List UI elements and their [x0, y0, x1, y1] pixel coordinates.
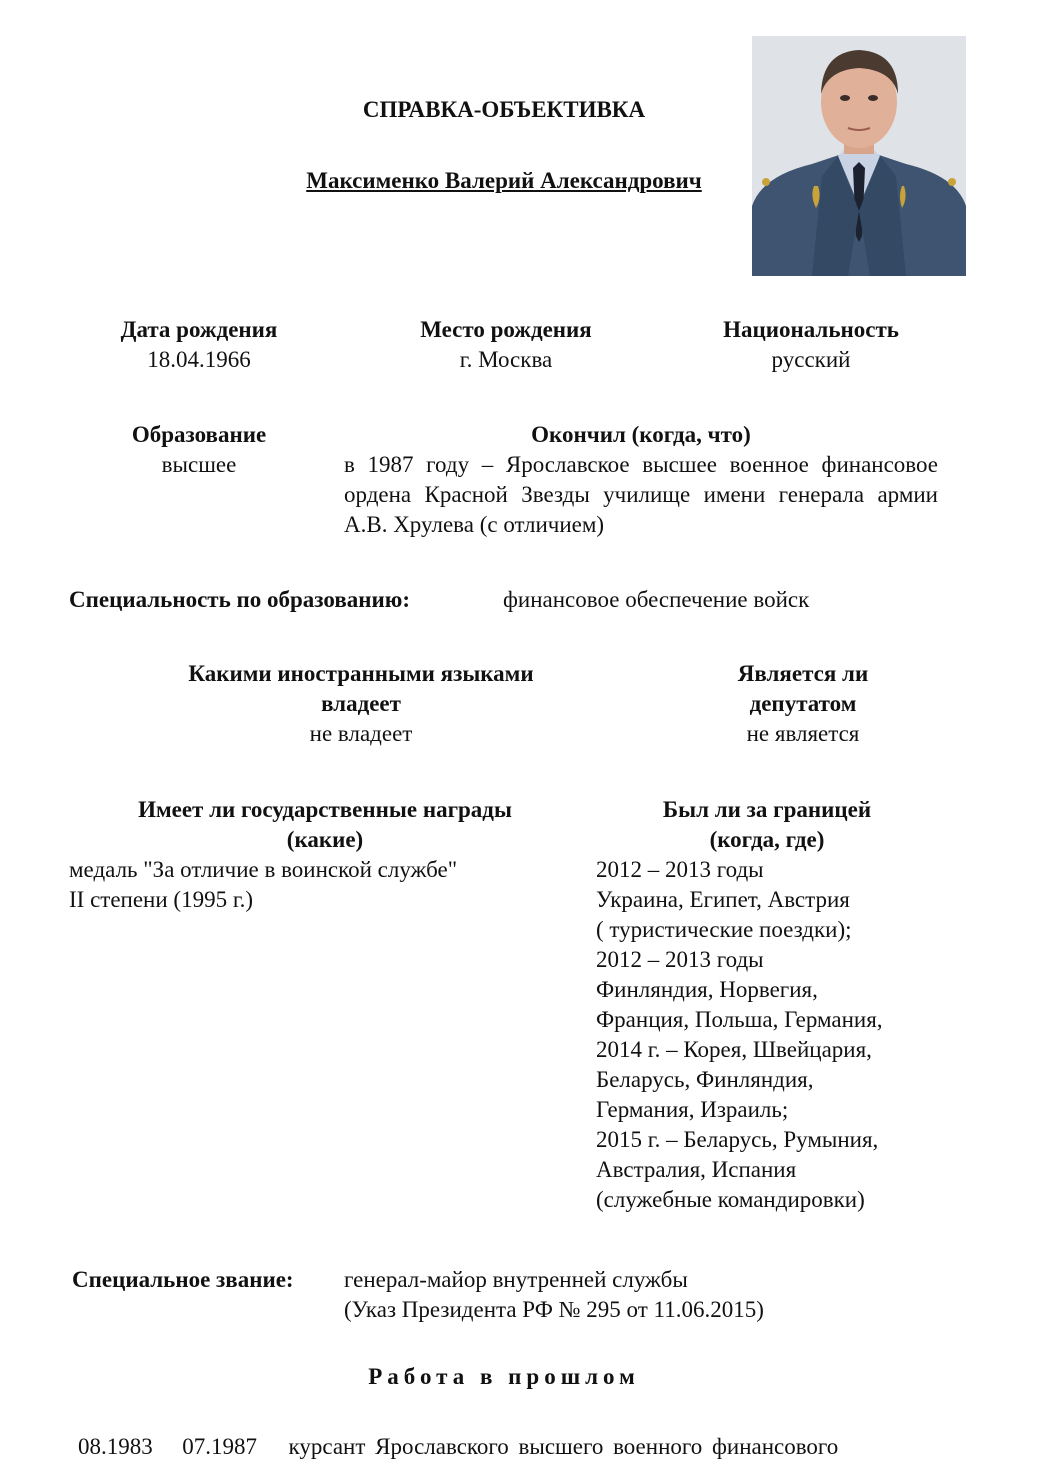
abroad-line: 2012 – 2013 годы — [596, 947, 764, 972]
abroad-line: Финляндия, Норвегия, — [596, 977, 818, 1002]
rank-value-line-2: (Указ Президента РФ № 295 от 11.06.2015) — [344, 1297, 764, 1322]
deputy-value: не является — [746, 721, 860, 746]
awards-label-line-2: (какие) — [286, 827, 364, 852]
education-label: Образование — [131, 422, 267, 447]
languages-label — [111, 659, 611, 719]
abroad-line: (служебные командировки) — [596, 1187, 865, 1212]
full-name-text: Максименко Валерий Александрович — [306, 168, 702, 193]
abroad-line: 2015 г. – Беларусь, Румыния, — [596, 1127, 879, 1152]
deputy-label-line-1: Является ли — [737, 661, 869, 686]
abroad-line: Украина, Египет, Австрия — [596, 887, 850, 912]
work-entry-text: курсант Ярославского высшего военного финансового — [288, 1434, 839, 1459]
birth-date-label: Дата рождения — [120, 317, 278, 342]
abroad-label — [617, 795, 917, 855]
work-entry — [78, 1432, 948, 1462]
graduated-value: в 1987 году – Ярославское высшее военное финансовое ордена Красной Звезды училище имени генерала армии А.В. Хрулева (с отличием) — [344, 452, 938, 537]
abroad-line: Франция, Польша, Германия, — [596, 1007, 883, 1032]
nationality-value: русский — [771, 347, 851, 372]
rank-value — [344, 1265, 964, 1325]
abroad-line: Германия, Израиль; — [596, 1097, 789, 1122]
awards-value-line-2: II степени (1995 г.) — [69, 887, 254, 912]
specialty-label: Специальность по образованию: — [69, 587, 411, 612]
awards-label — [75, 795, 575, 855]
abroad-label-line-1: Был ли за границей — [662, 797, 872, 822]
deputy-label — [653, 659, 953, 719]
awards-value-line-1: медаль "За отличие в воинской службе" — [69, 857, 458, 882]
nationality-label: Национальность — [723, 317, 899, 342]
abroad-label-line-2: (когда, где) — [709, 827, 825, 852]
abroad-line: Австралия, Испания — [596, 1157, 797, 1182]
rank-label: Специальное звание: — [72, 1267, 294, 1292]
work-entry-to: 07.1987 — [182, 1434, 257, 1459]
awards-label-line-1: Имеет ли государственные награды — [138, 797, 512, 822]
document-title: СПРАВКА-ОБЪЕКТИВКА — [362, 97, 646, 122]
abroad-value — [596, 855, 1016, 1215]
abroad-line: 2012 – 2013 годы — [596, 857, 764, 882]
abroad-line: 2014 г. – Корея, Швейцария, — [596, 1037, 872, 1062]
languages-value: не владеет — [309, 721, 413, 746]
rank-value-line-1: генерал-майор внутренней службы — [344, 1267, 688, 1292]
specialty-value: финансовое обеспечение войск — [503, 587, 810, 612]
work-entry-from: 08.1983 — [78, 1434, 153, 1459]
birth-place-value: г. Москва — [459, 347, 553, 372]
deputy-label-line-2: депутатом — [749, 691, 857, 716]
work-section-heading: Работа в прошлом — [368, 1364, 640, 1389]
portrait-photo-icon — [752, 36, 966, 276]
abroad-line: Беларусь, Финляндия, — [596, 1067, 814, 1092]
education-value: высшее — [161, 452, 237, 477]
portrait-photo-svg — [752, 36, 966, 276]
birth-date-value: 18.04.1966 — [147, 347, 251, 372]
languages-label-line-2: владеет — [321, 691, 401, 716]
birth-place-label: Место рождения — [420, 317, 592, 342]
abroad-line: ( туристические поездки); — [596, 917, 852, 942]
languages-label-line-1: Какими иностранными языками — [188, 661, 534, 686]
awards-value — [69, 855, 569, 915]
graduated-label: Окончил (когда, что) — [531, 422, 751, 447]
